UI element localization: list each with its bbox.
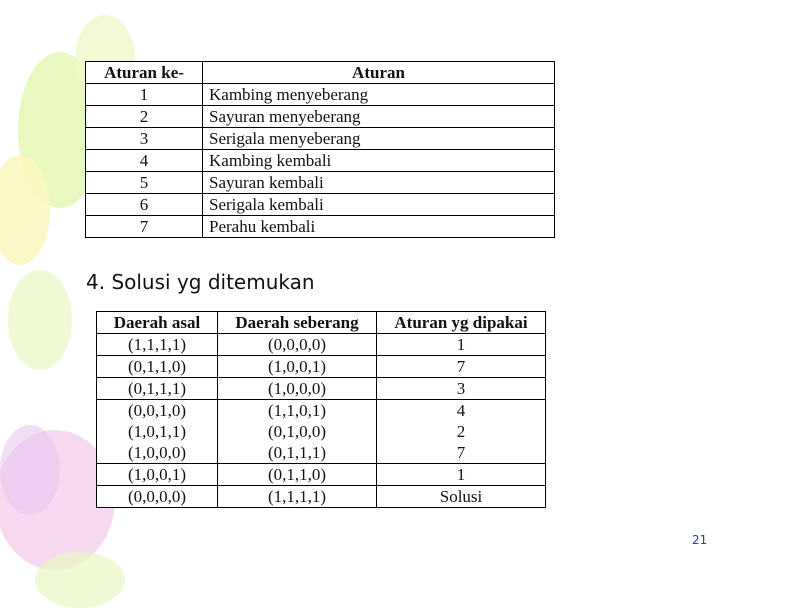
table-row [97, 334, 546, 356]
across-state: (0,1,1,1) [218, 442, 377, 464]
across-state: (1,1,1,1) [218, 486, 377, 508]
origin-state: (0,0,0,0) [97, 486, 218, 508]
origin-state: (1,0,0,1) [97, 464, 218, 486]
table-row [97, 400, 546, 422]
table-row [97, 464, 546, 486]
rule-used: 7 [377, 356, 546, 378]
rule-used: 1 [377, 334, 546, 356]
rule-number: 6 [86, 194, 203, 216]
rule-used: Solusi [377, 486, 546, 508]
table-row [86, 216, 555, 238]
table-row [97, 486, 546, 508]
table-row [86, 194, 555, 216]
rules-table [85, 61, 555, 238]
column-header: Daerah seberang [218, 312, 377, 334]
origin-state: (0,1,1,0) [97, 356, 218, 378]
rule-text: Sayuran kembali [203, 172, 555, 194]
table-row [86, 128, 555, 150]
rule-text: Serigala menyeberang [203, 128, 555, 150]
table-row [97, 356, 546, 378]
rule-number: 1 [86, 84, 203, 106]
across-state: (1,1,0,1) [218, 400, 377, 422]
rule-used: 7 [377, 442, 546, 464]
across-state: (1,0,0,1) [218, 356, 377, 378]
across-state: (1,0,0,0) [218, 378, 377, 400]
table-row [97, 421, 546, 442]
rule-text: Kambing kembali [203, 150, 555, 172]
rule-text: Kambing menyeberang [203, 84, 555, 106]
table-row [86, 106, 555, 128]
across-state: (0,1,0,0) [218, 421, 377, 442]
rule-used: 4 [377, 400, 546, 422]
column-header: Aturan ke- [86, 62, 203, 84]
table-row [86, 172, 555, 194]
rule-text: Serigala kembali [203, 194, 555, 216]
table-header-row [97, 312, 546, 334]
column-header: Daerah asal [97, 312, 218, 334]
column-header: Aturan [203, 62, 555, 84]
across-state: (0,1,1,0) [218, 464, 377, 486]
origin-state: (0,1,1,1) [97, 378, 218, 400]
table-row [86, 150, 555, 172]
rule-number: 3 [86, 128, 203, 150]
origin-state: (1,1,1,1) [97, 334, 218, 356]
column-header: Aturan yg dipakai [377, 312, 546, 334]
rule-used: 2 [377, 421, 546, 442]
origin-state: (0,0,1,0) [97, 400, 218, 422]
section-heading: 4. Solusi yg ditemukan [86, 270, 315, 294]
rule-used: 3 [377, 378, 546, 400]
rule-number: 7 [86, 216, 203, 238]
solution-table [96, 311, 546, 508]
table-row [86, 84, 555, 106]
rule-number: 4 [86, 150, 203, 172]
page-number: 21 [692, 533, 708, 547]
across-state: (0,0,0,0) [218, 334, 377, 356]
rule-text: Perahu kembali [203, 216, 555, 238]
rule-used: 1 [377, 464, 546, 486]
table-header-row [86, 62, 555, 84]
table-row [97, 442, 546, 464]
rule-number: 5 [86, 172, 203, 194]
rule-number: 2 [86, 106, 203, 128]
table-row [97, 378, 546, 400]
rule-text: Sayuran menyeberang [203, 106, 555, 128]
origin-state: (1,0,1,1) [97, 421, 218, 442]
origin-state: (1,0,0,0) [97, 442, 218, 464]
